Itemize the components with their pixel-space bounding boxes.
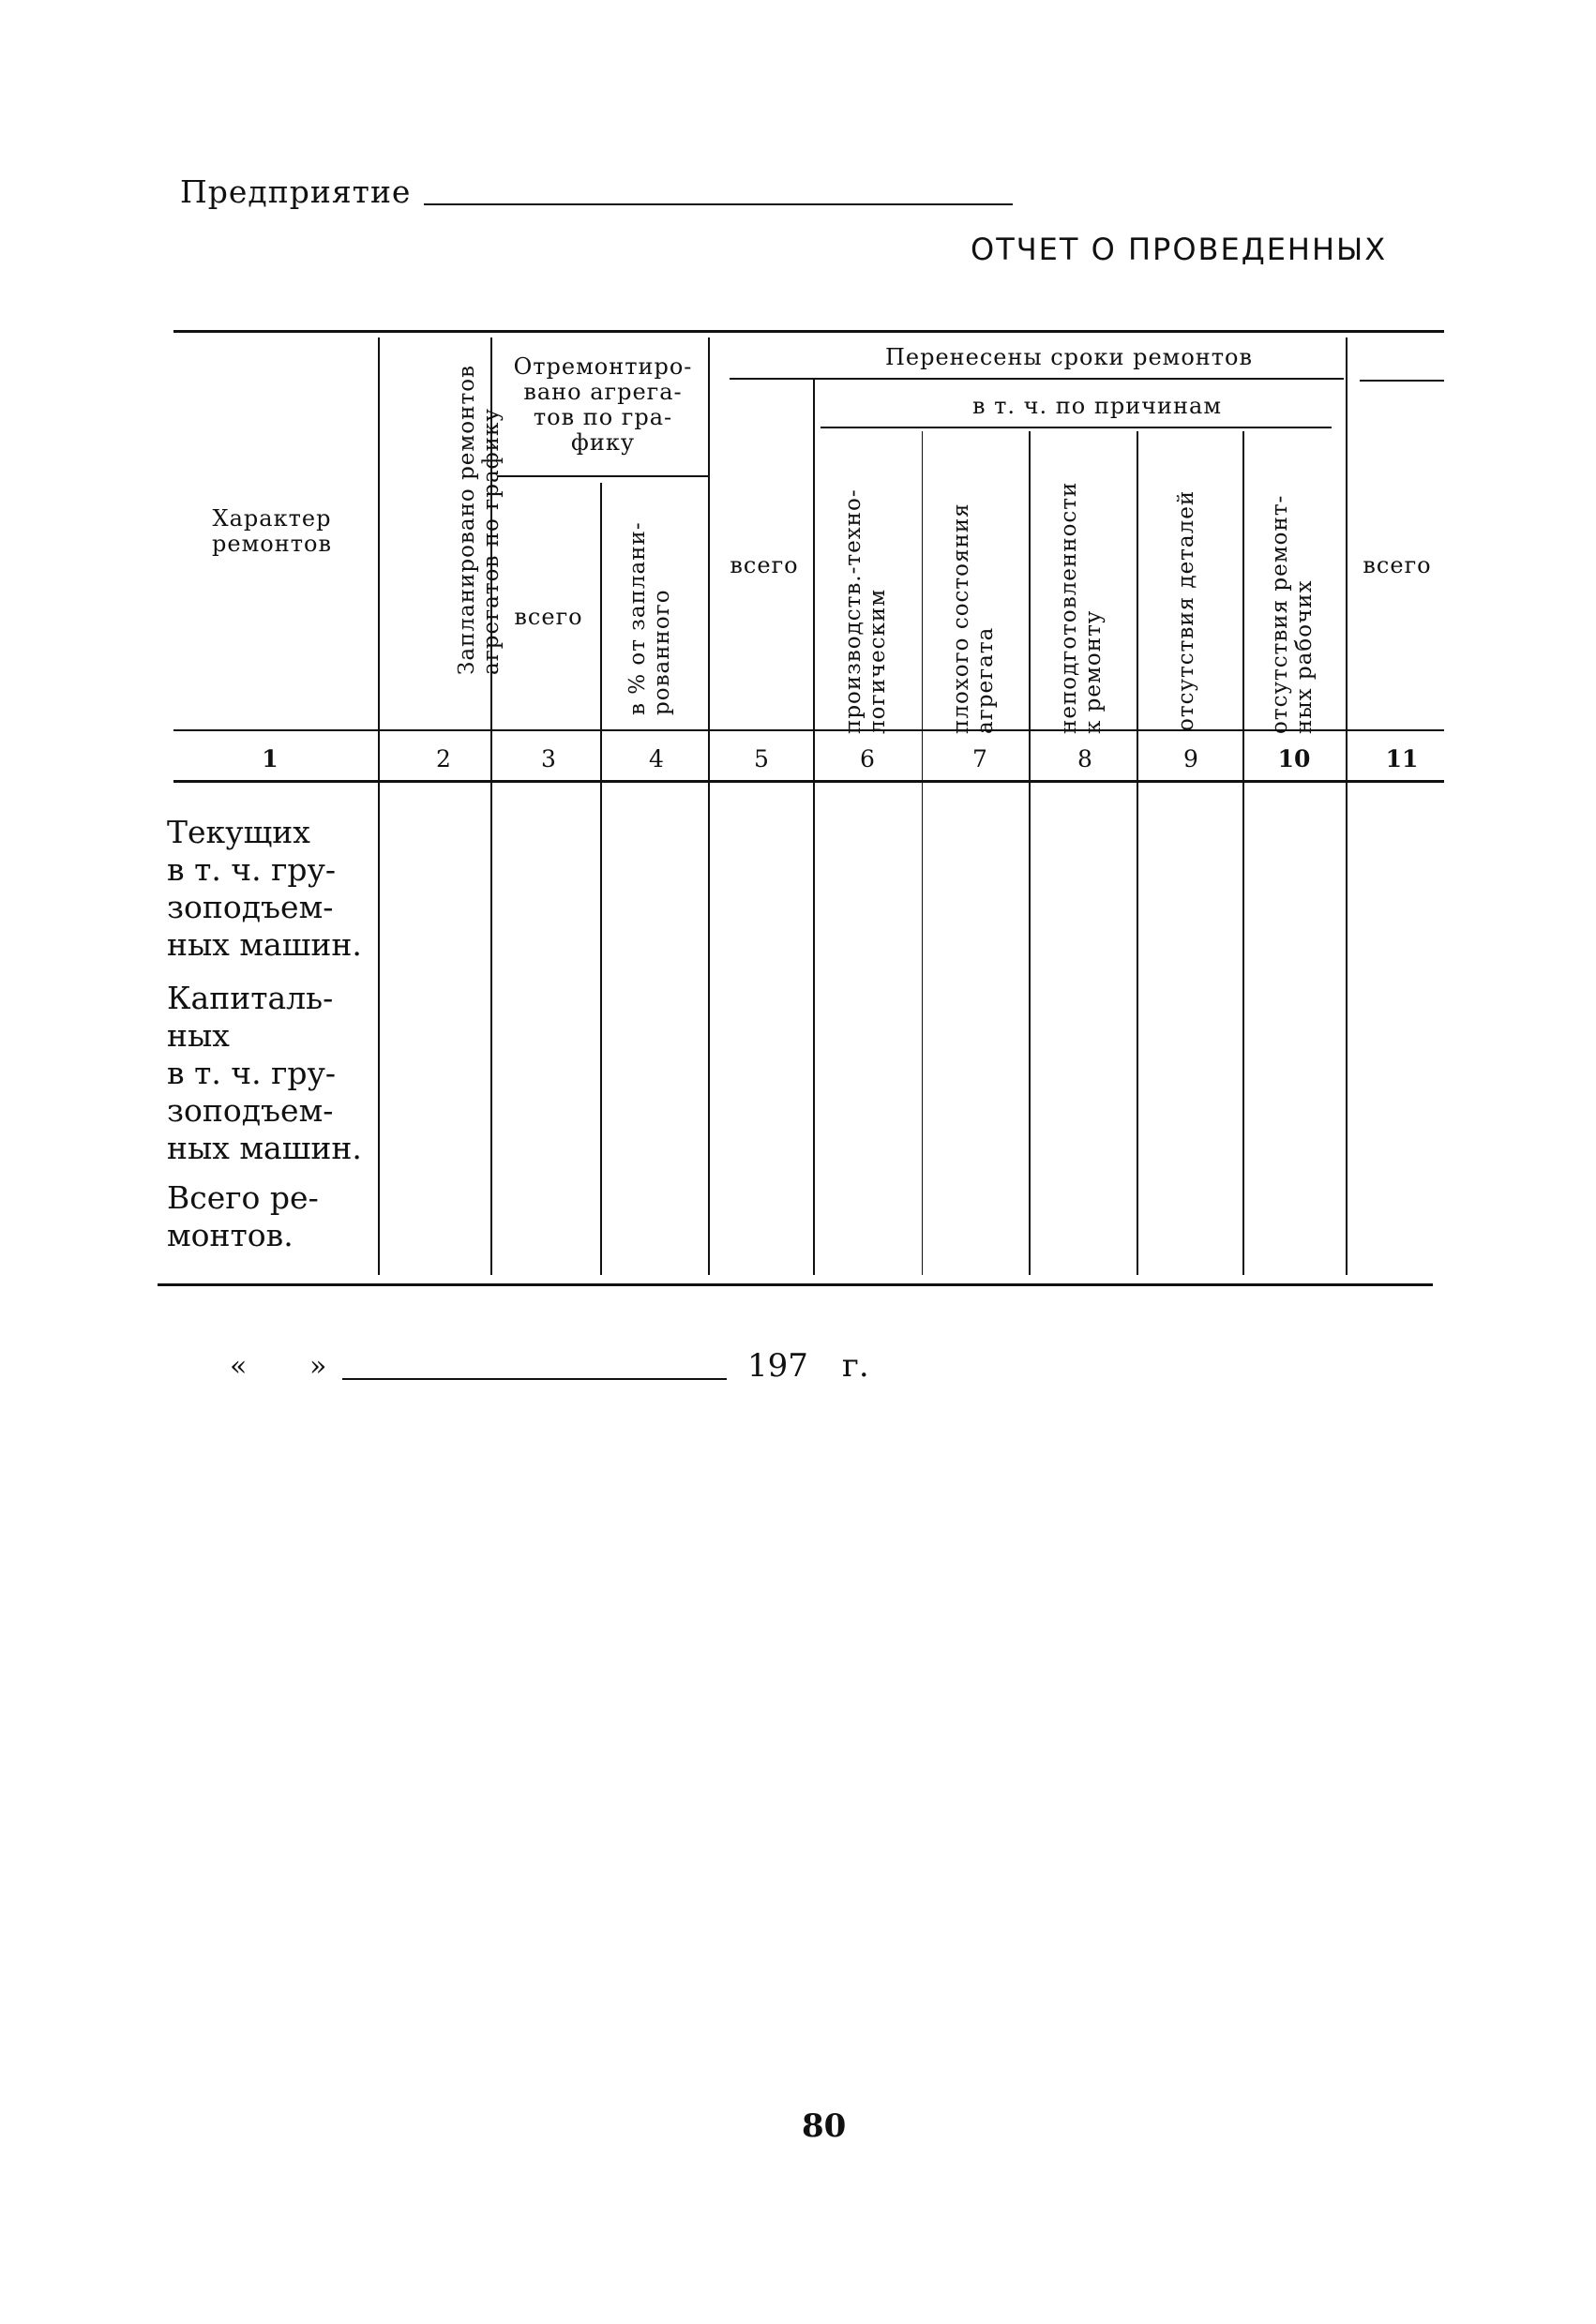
col4-header: в % от заплани- рованного <box>625 521 674 715</box>
col-number-11: 11 <box>1385 745 1419 772</box>
col-number-6: 6 <box>860 745 875 772</box>
col10-header: отсутствия ремонт- ных рабочих <box>1268 494 1317 734</box>
col1-header: Характер ремонтов <box>212 505 332 557</box>
col-number-2: 2 <box>436 745 451 772</box>
col-number-9: 9 <box>1183 745 1198 772</box>
reasons-group-rule <box>821 427 1332 428</box>
col3-header: всего <box>514 604 583 630</box>
vline-4 <box>708 337 710 1275</box>
vline-9 <box>1242 431 1244 1275</box>
repaired-group-header: Отремонтиро- вано агрега- тов по гра- фику <box>513 353 693 456</box>
col-number-5: 5 <box>754 745 769 772</box>
vline-8 <box>1137 431 1138 1275</box>
col-number-4: 4 <box>649 745 664 772</box>
col11-header: всего <box>1363 552 1432 578</box>
date-quote-open: « <box>230 1350 248 1383</box>
col-number-8: 8 <box>1077 745 1092 772</box>
vline-10 <box>1346 337 1348 1275</box>
header-bottom-rule <box>173 729 1444 731</box>
date-year-suffix: г. <box>842 1347 869 1385</box>
postponed-group-header: Перенесены сроки ремонтов <box>884 344 1254 370</box>
report-title: ОТЧЕТ О ПРОВЕДЕННЫХ <box>971 232 1388 267</box>
col-number-1: 1 <box>262 745 279 772</box>
date-quote-close: » <box>309 1350 327 1383</box>
reasons-group-header: в т. ч. по причинам <box>971 393 1223 419</box>
col8-header: неподготовленности к ремонту <box>1057 481 1106 734</box>
col5-header: всего <box>730 552 799 578</box>
date-underline <box>342 1378 727 1380</box>
vline-5 <box>813 380 815 1275</box>
enterprise-label: Предприятие <box>180 173 412 210</box>
col11-top-rule <box>1360 380 1444 382</box>
col2-header: Запланировано ремонтов агрегатов по графику <box>455 365 504 675</box>
col7-header: плохого состояния агрегата <box>949 502 998 734</box>
page-number: 80 <box>802 2107 847 2145</box>
row-label-total: Всего ре- монтов. <box>167 1179 319 1253</box>
vline-7 <box>1029 431 1031 1275</box>
vline-1 <box>378 337 380 1275</box>
row-label-current: Текущих в т. ч. гру- зоподъем- ных машин. <box>167 814 362 963</box>
col-number-3: 3 <box>541 745 556 772</box>
date-year: 197 <box>747 1347 808 1385</box>
col-number-7: 7 <box>972 745 987 772</box>
table-bottom-rule <box>158 1283 1433 1286</box>
numbers-bottom-rule <box>173 780 1444 783</box>
col-number-10: 10 <box>1277 745 1311 772</box>
vline-3 <box>600 483 602 1275</box>
col9-header: отсутствия деталей <box>1174 489 1198 731</box>
vline-6 <box>922 431 923 1275</box>
postponed-group-rule <box>730 378 1344 380</box>
table-top-rule <box>173 330 1444 333</box>
enterprise-underline <box>424 203 1013 205</box>
col6-header: производств.-техно- логическим <box>841 488 890 734</box>
row-label-capital: Капиталь- ных в т. ч. гру- зоподъем- ных машин. <box>167 980 362 1166</box>
